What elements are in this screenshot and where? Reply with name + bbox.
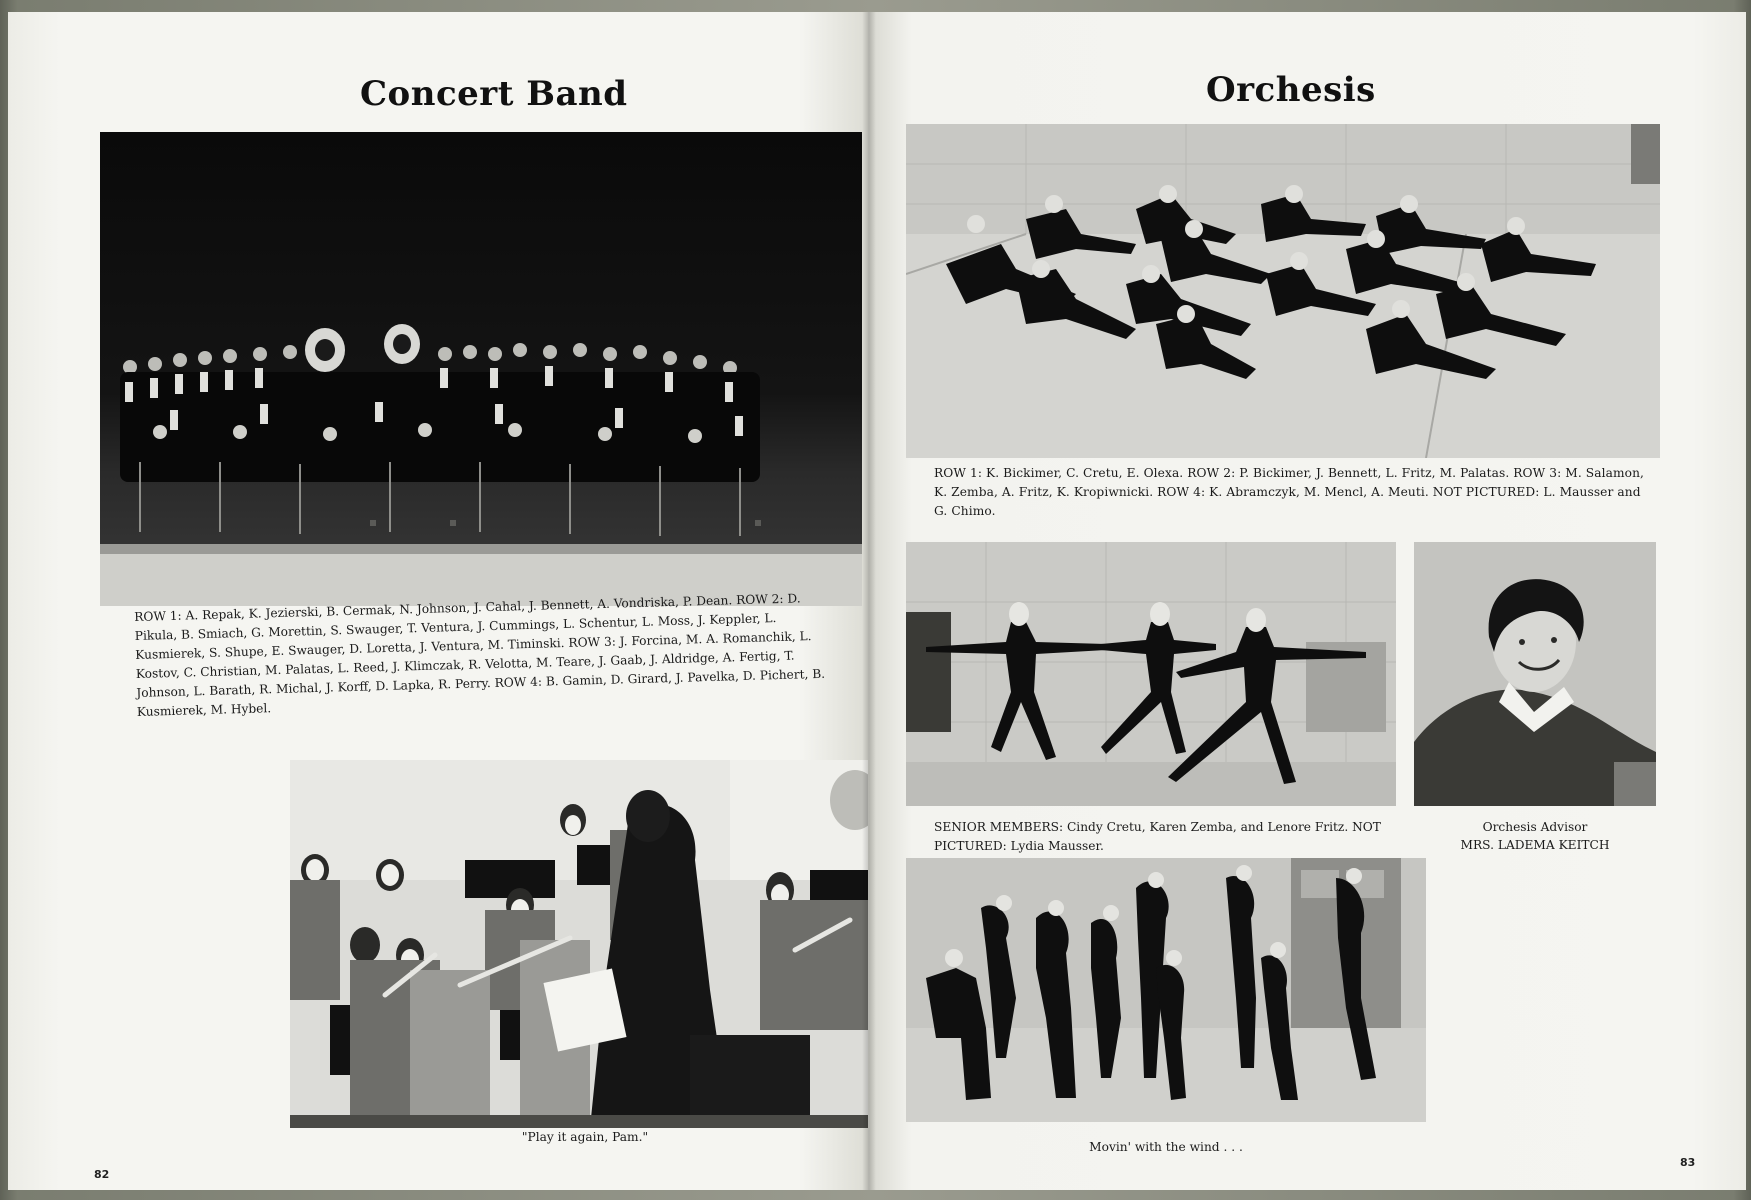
rehearsal-caption: "Play it again, Pam.": [521, 1130, 649, 1144]
concert-band-photo: [100, 132, 862, 606]
advisor-portrait-photo: [1414, 542, 1656, 806]
movin-with-the-wind-photo: [906, 858, 1426, 1122]
wind-caption: Movin' with the wind . . .: [1089, 1140, 1243, 1154]
advisor-name: MRS. LADEMA KEITCH: [1460, 838, 1610, 852]
orchesis-title: Orchesis: [1206, 70, 1376, 110]
orchesis-roster-caption: ROW 1: K. Bickimer, C. Cretu, E. Olexa. ROW 2: P. Bickimer, J. Bennett, L. Fritz, M. Palatas. ROW 3: M. Salamon, K. Zemba, A. Fritz, K. Kropiwnicki. ROW 4: K. Abramczyk, M. Mencl, A. Meuti. NOT PICTURED: L. Mausser and G. Chimo.: [934, 466, 1644, 518]
concert-band-roster-caption: ROW 1: A. Repak, K. Jezierski, B. Cermak, N. Johnson, J. Cahal, J. Bennett, A. Vondriska, P. Dean. ROW 2: D. Pikula, B. Smiach, G. Morettin, S. Swauger, T. Ventura, J. Cummings, L. Schentur, L. Moss, J. Keppler, L. Kusmierek, S. Shupe, E. Swauger, D. Loretta, J. Ventura, M. Timinski. ROW 3: J. Forcina, M. A. Romanchik, L. Kostov, C. Christian, M. Palatas, L. Reed, J. Klimczak, R. Velotta, M. Teare, J. Gaab, J. Aldridge, A. Fertig, T. Johnson, L. Barath, R. Michal, J. Korff, D. Lapka, R. Perry. ROW 4: B. Gamin, D. Girard, J. Pavelka, D. Pichert, B. Kusmierek, M. Hybel.: [134, 591, 826, 719]
book-gutter: [862, 12, 876, 1190]
left-page: [8, 12, 868, 1190]
concert-band-title: Concert Band: [360, 74, 628, 114]
left-page-number: 82: [94, 1168, 110, 1181]
band-rehearsal-photo: [290, 760, 868, 1128]
right-page-number: 83: [1680, 1156, 1696, 1169]
senior-members-photo: [906, 542, 1396, 806]
senior-members-caption: SENIOR MEMBERS: Cindy Cretu, Karen Zemba, and Lenore Fritz. NOT PICTURED: Lydia Mausser.: [934, 820, 1381, 853]
orchesis-group-photo: [906, 124, 1660, 458]
advisor-label: Orchesis Advisor: [1482, 820, 1588, 834]
right-page: [868, 12, 1746, 1190]
